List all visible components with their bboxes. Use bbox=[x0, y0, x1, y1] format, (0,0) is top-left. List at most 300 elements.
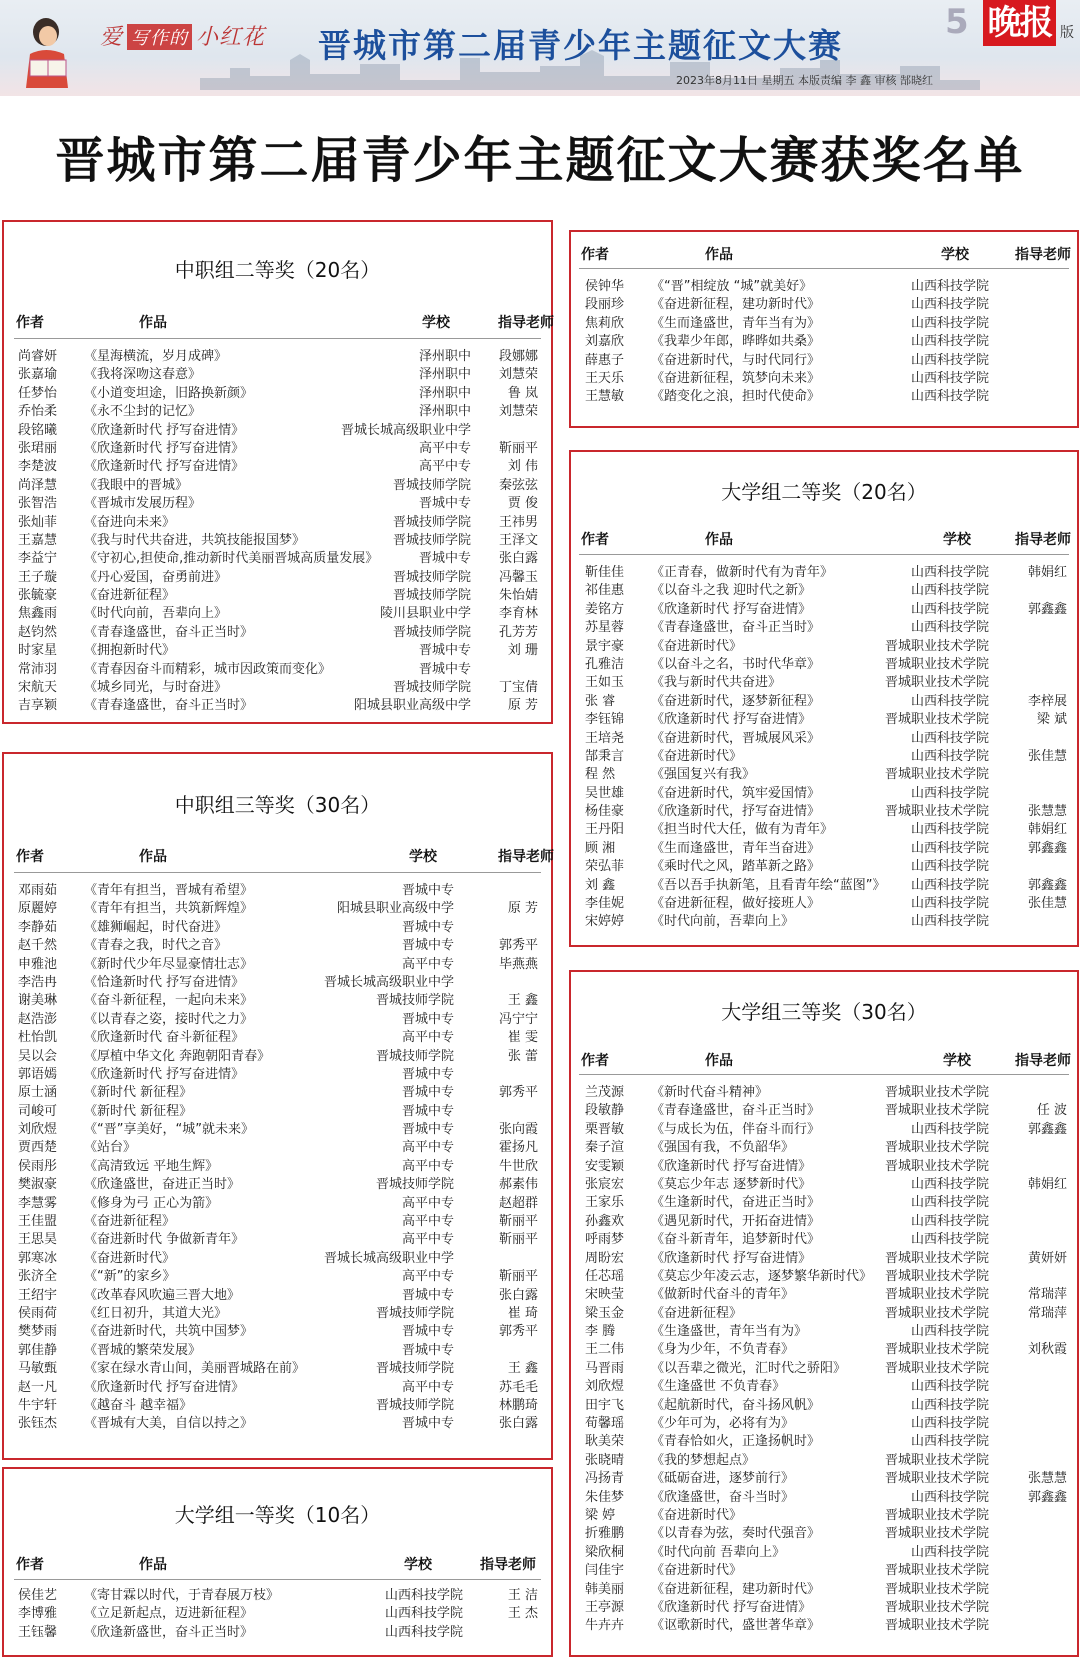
school-name: 晋城职业技术学院 bbox=[884, 1618, 989, 1634]
author-name: 张智浩 bbox=[18, 496, 58, 512]
school-name: 晋城职业技术学院 bbox=[884, 638, 989, 654]
school-name: 山西科技学院 bbox=[910, 601, 989, 617]
column-header-teacher: 指导老师 bbox=[1015, 247, 1071, 263]
award-row bbox=[571, 1562, 1077, 1580]
award-row bbox=[571, 1544, 1077, 1562]
author-name: 杜怡凯 bbox=[18, 1030, 58, 1046]
work-title: 《乘时代之风，踏革新之路》 bbox=[651, 859, 821, 875]
school-name: 晋城技师学院 bbox=[375, 1305, 454, 1321]
award-row bbox=[571, 858, 1077, 876]
author-name: 赵一凡 bbox=[18, 1379, 58, 1395]
work-title: 《站台》 bbox=[84, 1140, 137, 1156]
award-row bbox=[571, 1415, 1077, 1433]
school-name: 山西科技学院 bbox=[910, 1416, 989, 1432]
author-name: 周盼宏 bbox=[585, 1250, 625, 1266]
section-title: 大学组三等奖（30名） bbox=[721, 1000, 927, 1024]
award-list bbox=[4, 348, 551, 716]
award-row bbox=[571, 1489, 1077, 1507]
author-name: 侯佳艺 bbox=[18, 1588, 58, 1603]
teacher-name: 张佳慧 bbox=[1027, 896, 1067, 912]
work-title: 《小道变坦途，旧路换新颜》 bbox=[84, 385, 254, 401]
logo-part-3: 小红花 bbox=[196, 25, 266, 50]
school-name: 晋城职业技术学院 bbox=[884, 1305, 989, 1321]
award-row bbox=[571, 1470, 1077, 1488]
teacher-name: 靳丽平 bbox=[498, 440, 538, 456]
author-name: 王培尧 bbox=[585, 730, 625, 746]
work-title: 《欣逢新时代 抒写奋进情》 bbox=[84, 459, 245, 475]
award-row bbox=[4, 974, 551, 992]
section-university-third-prize bbox=[569, 970, 1079, 1657]
teacher-name: 王 杰 bbox=[507, 1606, 538, 1622]
school-name: 高平中专 bbox=[401, 956, 454, 972]
award-row bbox=[571, 1507, 1077, 1525]
school-name: 山西科技学院 bbox=[910, 315, 989, 331]
school-name: 晋城长城高级职业中学 bbox=[323, 1250, 454, 1266]
work-title: 《以奋斗之我 迎时代之新》 bbox=[651, 583, 812, 599]
award-row bbox=[4, 440, 551, 458]
page-title: 晋城市第二届青少年主题征文大赛获奖名单 bbox=[55, 132, 1025, 189]
author-name: 梁 婷 bbox=[585, 1507, 616, 1523]
school-name: 晋城长城高级职业中学 bbox=[340, 422, 471, 438]
work-title: 《奋进新时代》 bbox=[651, 1563, 743, 1579]
work-title: 《奋进新时代，逐梦新征程》 bbox=[651, 693, 821, 709]
award-row bbox=[4, 569, 551, 587]
award-row bbox=[4, 642, 551, 660]
banner-title: 晋城市第二届青少年主题征文大赛 bbox=[318, 26, 843, 65]
author-name: 朱佳梦 bbox=[585, 1489, 625, 1505]
work-title: 《以奋斗之名，书时代华章》 bbox=[651, 656, 821, 672]
author-name: 樊梦雨 bbox=[18, 1324, 58, 1340]
work-title: 《晋城市发展历程》 bbox=[84, 496, 202, 512]
column-header-author: 作者 bbox=[16, 1557, 44, 1573]
school-name: 晋城职业技术学院 bbox=[884, 1599, 989, 1615]
work-title: 《“晋”相绽放 “城”就美好》 bbox=[651, 279, 813, 294]
award-row bbox=[571, 1397, 1077, 1415]
author-name: 司峻可 bbox=[18, 1103, 58, 1119]
teacher-name: 张向霞 bbox=[498, 1122, 538, 1138]
teacher-name: 韩娟红 bbox=[1027, 822, 1067, 838]
award-row bbox=[4, 366, 551, 384]
work-title: 《讴歌新时代，盛世著华章》 bbox=[651, 1618, 821, 1634]
teacher-name: 刘 伟 bbox=[507, 459, 538, 475]
school-name: 晋城技师学院 bbox=[392, 588, 471, 604]
author-name: 尚泽慧 bbox=[18, 477, 58, 493]
teacher-name: 刘慧荣 bbox=[498, 367, 538, 383]
author-name: 段敏静 bbox=[585, 1103, 625, 1119]
section-title: 中职组三等奖（30名） bbox=[174, 793, 381, 817]
work-title: 《生逢新时代，奋进正当时》 bbox=[651, 1195, 821, 1211]
award-row bbox=[571, 1286, 1077, 1304]
award-row bbox=[571, 1102, 1077, 1120]
author-name: 王钰馨 bbox=[18, 1624, 58, 1640]
award-row bbox=[571, 803, 1077, 821]
work-title: 《青春之我，时代之音》 bbox=[84, 938, 228, 954]
school-name: 山西科技学院 bbox=[910, 1213, 989, 1229]
school-name: 山西科技学院 bbox=[910, 748, 989, 764]
teacher-name: 霍扬凡 bbox=[498, 1140, 538, 1156]
author-name: 赵钧然 bbox=[18, 624, 58, 640]
work-title: 《时代向前，吾辈向上》 bbox=[84, 606, 228, 622]
award-row bbox=[571, 1617, 1077, 1635]
teacher-name: 李梓展 bbox=[1027, 693, 1067, 709]
column-header-work: 作品 bbox=[705, 247, 733, 263]
author-name: 李钰锦 bbox=[585, 712, 625, 728]
section-title: 大学组二等奖（20名） bbox=[721, 480, 927, 504]
school-name: 晋城中专 bbox=[418, 551, 471, 567]
column-header-school: 学校 bbox=[943, 1053, 971, 1069]
award-row bbox=[4, 1305, 551, 1323]
author-name: 田宇飞 bbox=[585, 1397, 625, 1413]
school-name: 山西科技学院 bbox=[910, 877, 989, 893]
teacher-name: 郭秀平 bbox=[498, 1085, 538, 1101]
work-title: 《莫忘少年志 逐梦新时代》 bbox=[651, 1176, 812, 1192]
author-name: 冯扬青 bbox=[585, 1471, 625, 1487]
teacher-name: 李育林 bbox=[498, 606, 538, 622]
author-name: 刘欣煜 bbox=[585, 1379, 625, 1395]
school-name: 高平中专 bbox=[401, 1195, 454, 1211]
school-name: 山西科技学院 bbox=[384, 1606, 463, 1622]
school-name: 山西科技学院 bbox=[910, 620, 989, 636]
work-title: 《修身为弓 正心为箭》 bbox=[84, 1195, 219, 1211]
school-name: 晋城中专 bbox=[401, 1342, 454, 1358]
author-name: 郭语嫣 bbox=[18, 1066, 58, 1082]
award-row bbox=[571, 370, 1077, 388]
work-title: 《新时代少年尽显豪情壮志》 bbox=[84, 956, 254, 972]
author-name: 孔雅洁 bbox=[585, 656, 625, 672]
author-name: 程 然 bbox=[585, 767, 616, 783]
award-row bbox=[571, 1433, 1077, 1451]
teacher-name: 任 波 bbox=[1036, 1103, 1067, 1119]
school-name: 晋城职业技术学院 bbox=[884, 675, 989, 691]
work-title: 《守初心,担使命,推动新时代美丽晋城高质量发展》 bbox=[84, 551, 379, 567]
author-name: 王慧敏 bbox=[585, 389, 625, 405]
header-rule bbox=[579, 268, 1069, 269]
award-row bbox=[4, 1379, 551, 1397]
author-name: 宋婷婷 bbox=[585, 914, 625, 930]
award-row bbox=[571, 1084, 1077, 1102]
award-row bbox=[571, 711, 1077, 729]
author-name: 宋航天 bbox=[18, 680, 58, 696]
award-row bbox=[571, 748, 1077, 766]
work-title: 《丹心爱国，奋勇前进》 bbox=[84, 569, 228, 585]
school-name: 晋城职业技术学院 bbox=[884, 1342, 989, 1358]
award-row bbox=[4, 1231, 551, 1249]
school-name: 晋城技师学院 bbox=[392, 514, 471, 530]
school-name: 泽州职中 bbox=[418, 349, 471, 364]
teacher-name: 靳丽平 bbox=[498, 1232, 538, 1248]
school-name: 高平中专 bbox=[401, 1030, 454, 1046]
teacher-name: 张白露 bbox=[498, 1287, 538, 1303]
award-row bbox=[571, 601, 1077, 619]
award-row bbox=[571, 1231, 1077, 1249]
work-title: 《砥砺奋进，逐梦前行》 bbox=[651, 1471, 795, 1487]
column-header-teacher: 指导老师 bbox=[1015, 1053, 1071, 1069]
award-row bbox=[571, 388, 1077, 406]
school-name: 晋城技师学院 bbox=[375, 1397, 454, 1413]
author-name: 段铭曦 bbox=[18, 422, 58, 438]
work-title: 《新时代奋斗精神》 bbox=[651, 1085, 769, 1100]
work-title: 《生逢盛世 不负青春》 bbox=[651, 1379, 786, 1395]
section-title: 大学组一等奖（10名） bbox=[174, 1503, 381, 1527]
teacher-name: 常瑞萍 bbox=[1027, 1305, 1067, 1321]
school-name: 山西科技学院 bbox=[910, 1176, 989, 1192]
award-row bbox=[571, 638, 1077, 656]
author-name: 牛卉卉 bbox=[585, 1618, 625, 1634]
award-row bbox=[571, 619, 1077, 637]
school-name: 晋城职业技术学院 bbox=[884, 1103, 989, 1119]
author-name: 王子璇 bbox=[18, 569, 58, 585]
award-row bbox=[4, 697, 551, 715]
work-title: 《我与时代共奋进，共筑技能报国梦》 bbox=[84, 532, 306, 548]
school-name: 晋城中专 bbox=[401, 1066, 454, 1082]
teacher-name: 郭鑫鑫 bbox=[1027, 601, 1067, 617]
work-title: 《红日初升，其道大光》 bbox=[84, 1305, 228, 1321]
school-name: 晋城职业技术学院 bbox=[884, 1471, 989, 1487]
school-name: 晋城职业技术学院 bbox=[884, 1563, 989, 1579]
school-name: 山西科技学院 bbox=[910, 1324, 989, 1340]
school-name: 晋城中专 bbox=[401, 938, 454, 954]
school-name: 山西科技学院 bbox=[910, 1434, 989, 1450]
school-name: 山西科技学院 bbox=[910, 352, 989, 368]
teacher-name: 刘 珊 bbox=[507, 643, 538, 659]
school-name: 山西科技学院 bbox=[910, 297, 989, 313]
award-row bbox=[571, 1581, 1077, 1599]
award-row bbox=[571, 766, 1077, 784]
school-name: 山西科技学院 bbox=[910, 334, 989, 350]
school-name: 晋城职业技术学院 bbox=[884, 1250, 989, 1266]
work-title: 《青春逢盛世，奋斗正当时》 bbox=[84, 698, 254, 714]
award-row bbox=[571, 1305, 1077, 1323]
school-name: 泽州职中 bbox=[418, 367, 471, 383]
school-name: 山西科技学院 bbox=[910, 840, 989, 856]
school-name: 晋城中专 bbox=[401, 883, 454, 898]
column-header-author: 作者 bbox=[581, 1053, 609, 1069]
award-row bbox=[571, 1525, 1077, 1543]
teacher-name: 张慧慧 bbox=[1027, 804, 1067, 820]
author-name: 顾 湘 bbox=[585, 840, 616, 856]
work-title: 《晋城的繁荣发展》 bbox=[84, 1342, 202, 1358]
school-name: 晋城职业技术学院 bbox=[884, 1158, 989, 1174]
school-name: 晋城技师学院 bbox=[392, 569, 471, 585]
teacher-name: 冯馨玉 bbox=[498, 569, 538, 585]
work-title: 《以青春为弦，奏时代强音》 bbox=[651, 1526, 821, 1542]
work-title: 《恰逢新时代 抒写奋进情》 bbox=[84, 974, 245, 990]
award-row bbox=[4, 1048, 551, 1066]
work-title: 《生而逢盛世，青年当奋进》 bbox=[651, 840, 821, 856]
school-name: 高平中专 bbox=[418, 459, 471, 475]
award-row bbox=[571, 1599, 1077, 1617]
author-name: 梁欣桐 bbox=[585, 1544, 625, 1560]
teacher-name: 韩娟红 bbox=[1027, 1176, 1067, 1192]
work-title: 《时代向前 吾辈向上》 bbox=[651, 1544, 786, 1560]
award-row bbox=[4, 550, 551, 568]
teacher-name: 孔芳芳 bbox=[498, 624, 538, 640]
teacher-name: 靳丽平 bbox=[498, 1214, 538, 1230]
logo-part-1: 爱 bbox=[100, 25, 124, 50]
work-title: 《欣逢新盛世，奋斗正当时》 bbox=[84, 1624, 254, 1640]
teacher-name: 张佳慧 bbox=[1027, 748, 1067, 764]
work-title: 《青春逢盛世，奋斗正当时》 bbox=[84, 624, 254, 640]
school-name: 晋城中专 bbox=[401, 1085, 454, 1101]
work-title: 《奋进新时代，筑牢爱国情》 bbox=[651, 785, 821, 801]
school-name: 晋城职业技术学院 bbox=[884, 804, 989, 820]
teacher-name: 王 鑫 bbox=[507, 993, 538, 1009]
work-title: 《奋进新时代，与时代同行》 bbox=[651, 352, 821, 368]
work-title: 《奋进新时代》 bbox=[651, 748, 743, 764]
work-title: 《欣逢新时代 抒写奋进情》 bbox=[651, 1250, 812, 1266]
author-name: 杨佳豪 bbox=[585, 804, 625, 820]
award-row bbox=[571, 352, 1077, 370]
award-row bbox=[4, 1103, 551, 1121]
column-logo bbox=[100, 20, 265, 51]
column-header-school: 学校 bbox=[943, 532, 971, 548]
column-header-school: 学校 bbox=[941, 247, 969, 263]
author-name: 刘嘉欣 bbox=[585, 334, 625, 350]
author-name: 侯雨彤 bbox=[18, 1158, 58, 1174]
work-title: 《高清致远 平地生辉》 bbox=[84, 1158, 219, 1174]
award-row bbox=[4, 1360, 551, 1378]
author-name: 任梦怡 bbox=[18, 385, 58, 401]
work-title: 《“新”的家乡》 bbox=[84, 1269, 176, 1285]
logo-part-2: 写作的 bbox=[127, 24, 192, 50]
newspaper-logo: 晚报 bbox=[983, 0, 1056, 46]
award-row bbox=[4, 458, 551, 476]
work-title: 《与成长为伍，伴奋斗而行》 bbox=[651, 1121, 821, 1137]
author-name: 安雯颖 bbox=[585, 1158, 625, 1174]
school-name: 晋城技师学院 bbox=[375, 1361, 454, 1377]
school-name: 晋城中专 bbox=[401, 1103, 454, 1119]
teacher-name: 崔 雯 bbox=[507, 1030, 538, 1046]
school-name: 晋城职业技术学院 bbox=[884, 1452, 989, 1468]
award-row bbox=[4, 1158, 551, 1176]
author-name: 梁玉金 bbox=[585, 1305, 625, 1321]
award-row bbox=[571, 730, 1077, 748]
school-name: 晋城职业技术学院 bbox=[884, 1287, 989, 1303]
header-rule bbox=[579, 554, 1069, 555]
teacher-name: 张慧慧 bbox=[1027, 1471, 1067, 1487]
award-row bbox=[571, 821, 1077, 839]
masthead-banner bbox=[0, 0, 1080, 96]
column-header-school: 学校 bbox=[404, 1557, 432, 1573]
school-name: 晋城中专 bbox=[401, 1011, 454, 1027]
school-name: 山西科技学院 bbox=[910, 896, 989, 912]
award-row bbox=[4, 422, 551, 440]
work-title: 《正青春，做新时代有为青年》 bbox=[651, 565, 834, 580]
author-name: 王亭源 bbox=[585, 1599, 625, 1615]
work-title: 《欣逢新时代 奋斗新征程》 bbox=[84, 1030, 245, 1046]
award-row bbox=[4, 1250, 551, 1268]
award-list bbox=[571, 564, 1077, 932]
work-title: 《“晋”享美好，“城”就未来》 bbox=[84, 1122, 254, 1138]
column-header-author: 作者 bbox=[581, 247, 609, 263]
author-name: 谢美琳 bbox=[18, 993, 58, 1009]
section-university-first-prize bbox=[2, 1467, 553, 1657]
award-row bbox=[4, 900, 551, 918]
author-name: 张嘉瑜 bbox=[18, 367, 58, 383]
school-name: 山西科技学院 bbox=[910, 693, 989, 709]
author-name: 焦鑫雨 bbox=[18, 606, 58, 622]
school-name: 晋城职业技术学院 bbox=[884, 1140, 989, 1156]
author-name: 王二伟 bbox=[585, 1342, 625, 1358]
author-name: 王嘉慧 bbox=[18, 532, 58, 548]
award-row bbox=[4, 1011, 551, 1029]
teacher-name: 郝素伟 bbox=[498, 1177, 538, 1193]
teacher-name: 梁 斌 bbox=[1036, 712, 1067, 728]
teacher-name: 郭鑫鑫 bbox=[1027, 877, 1067, 893]
teacher-name: 靳丽平 bbox=[498, 1269, 538, 1285]
school-name: 晋城职业技术学院 bbox=[884, 1581, 989, 1597]
work-title: 《踏变化之浪，担时代使命》 bbox=[651, 389, 821, 405]
award-row bbox=[4, 1084, 551, 1102]
school-name: 晋城中专 bbox=[401, 1324, 454, 1340]
award-row bbox=[571, 315, 1077, 333]
school-name: 高平中专 bbox=[418, 440, 471, 456]
work-title: 《改革春风吹遍三晋大地》 bbox=[84, 1287, 241, 1303]
author-name: 耿美荣 bbox=[585, 1434, 625, 1450]
work-title: 《奋进新时代》 bbox=[651, 1507, 743, 1523]
school-name: 晋城职业技术学院 bbox=[884, 1507, 989, 1523]
teacher-name: 丁宝倩 bbox=[498, 680, 538, 696]
award-row bbox=[4, 495, 551, 513]
author-name: 时家星 bbox=[18, 643, 58, 659]
award-row bbox=[4, 1323, 551, 1341]
author-name: 荀馨瑶 bbox=[585, 1416, 625, 1432]
author-name: 樊淑豪 bbox=[18, 1177, 58, 1193]
award-row bbox=[4, 1029, 551, 1047]
award-row bbox=[571, 333, 1077, 351]
teacher-name: 毕燕燕 bbox=[498, 956, 538, 972]
author-name: 原麗婷 bbox=[18, 901, 58, 917]
author-name: 马敏甄 bbox=[18, 1361, 58, 1377]
author-name: 栗晋敏 bbox=[585, 1121, 625, 1137]
school-name: 泽州职中 bbox=[418, 404, 471, 420]
school-name: 晋城中专 bbox=[418, 496, 471, 512]
award-row bbox=[4, 1121, 551, 1139]
school-name: 泽州职中 bbox=[418, 385, 471, 401]
work-title: 《新时代 新征程》 bbox=[84, 1085, 193, 1101]
school-name: 晋城职业技术学院 bbox=[884, 656, 989, 672]
school-name: 晋城职业技术学院 bbox=[884, 1526, 989, 1542]
author-name: 段丽珍 bbox=[585, 297, 625, 313]
author-name: 李楚波 bbox=[18, 459, 58, 475]
school-name: 晋城技师学院 bbox=[392, 624, 471, 640]
work-title: 《欣逢新时代 抒写奋进情》 bbox=[651, 1599, 812, 1615]
work-title: 《欣逢新时代，抒写奋进情》 bbox=[651, 804, 821, 820]
school-name: 陵川县职业中学 bbox=[379, 606, 471, 622]
award-row bbox=[571, 895, 1077, 913]
column-header-teacher: 指导老师 bbox=[1015, 532, 1071, 548]
teacher-name: 刘秋霞 bbox=[1027, 1342, 1067, 1358]
award-row bbox=[4, 514, 551, 532]
author-name: 姜铭方 bbox=[585, 601, 625, 617]
work-title: 《欣逢新时代 抒写奋进情》 bbox=[651, 1158, 812, 1174]
column-header-author: 作者 bbox=[581, 532, 609, 548]
work-title: 《青春逢盛世，奋斗正当时》 bbox=[651, 1103, 821, 1119]
teacher-name: 郭鑫鑫 bbox=[1027, 840, 1067, 856]
award-list bbox=[4, 882, 551, 1434]
work-title: 《青春逢盛世，奋斗正当时》 bbox=[651, 620, 821, 636]
section-vocational-third-prize bbox=[2, 752, 553, 1460]
teacher-name: 苏毛毛 bbox=[498, 1379, 538, 1395]
author-name: 焦莉欣 bbox=[585, 315, 625, 331]
column-header-work: 作品 bbox=[705, 1053, 733, 1069]
award-row bbox=[4, 624, 551, 642]
author-name: 韩美丽 bbox=[585, 1581, 625, 1597]
school-name: 山西科技学院 bbox=[910, 1544, 989, 1560]
column-header-teacher: 指导老师 bbox=[498, 849, 554, 865]
school-name: 高平中专 bbox=[401, 1214, 454, 1230]
school-name: 山西科技学院 bbox=[910, 1379, 989, 1395]
